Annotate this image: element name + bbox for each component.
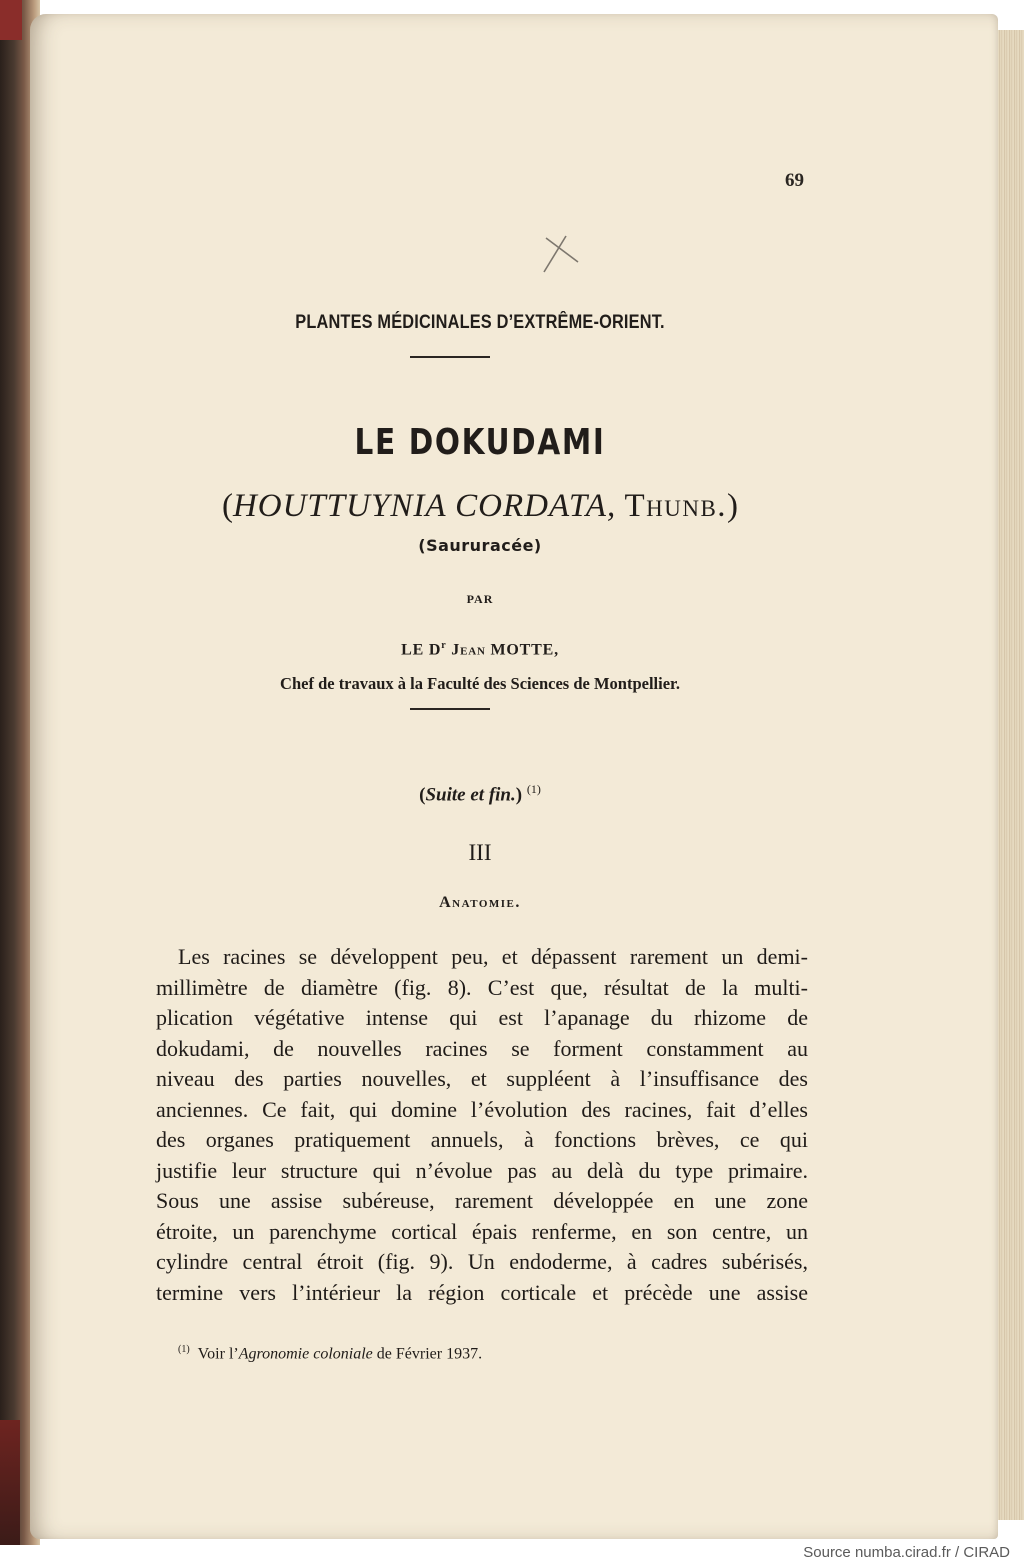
footnote-marker: (1): [178, 1344, 190, 1355]
binding-ribbon-bottom: [0, 1420, 20, 1545]
close-paren: ): [727, 488, 739, 524]
author-first-name: Jean: [451, 641, 486, 659]
by-label: PAR: [466, 592, 494, 606]
footnote-after: de Février 1937.: [372, 1345, 483, 1363]
footnote-before: Voir l’: [197, 1345, 239, 1363]
page-number: 69: [785, 170, 804, 191]
text-line: des organes pratiquement annuels, à fonctions brèves, ce qui: [156, 1127, 808, 1152]
pencil-cross-mark-icon: [540, 232, 584, 276]
continuation-note: (Suite et fin.) $^{(1)}$: [419, 782, 541, 806]
text-line: millimètre de diamètre (fig. 8). C’est que, résultat de la multi-: [156, 974, 808, 1000]
scientific-name: HOUTTUYNIA CORDATA,: [232, 488, 617, 524]
continuation-text: Suite et fin.: [425, 784, 516, 806]
botanical-authority: Thunb.: [624, 488, 728, 524]
author-last-name: MOTTE,: [490, 641, 559, 659]
section-number: III: [468, 840, 492, 865]
divider-rule-top: [410, 356, 490, 358]
text-line: termine vers l’intérieur la région corticale et précède une assise: [156, 1279, 808, 1305]
footnote-reference: (1): [526, 782, 541, 796]
text-line: justifie leur structure qui n’évolue pas au delà du type primaire.: [156, 1157, 808, 1183]
footnote: [178, 1344, 482, 1363]
text-line: plication végétative intense qui est l’apanage du rhizome de: [156, 1005, 808, 1030]
author-prefix-sup: r: [441, 640, 447, 651]
text-line: Les racines se développent peu, et dépassent rarement un demi-: [178, 944, 808, 969]
source-credit: Source numba.cirad.fr / CIRAD: [803, 1544, 1010, 1561]
divider-rule-bottom: [410, 708, 490, 710]
section-title: Anatomie.: [439, 894, 521, 911]
text-line: cylindre central étroit (fig. 9). Un endoderme, à cadres subérisés,: [156, 1249, 808, 1274]
text-line: niveau des parties nouvelles, et suppléent à l’insuffisance des: [156, 1066, 808, 1091]
body-paragraph: [156, 942, 808, 1308]
plant-family: (Saururacée): [418, 536, 542, 555]
text-line: dokudami, de nouvelles racines se forment constamment au: [156, 1035, 808, 1061]
book-page: [30, 14, 998, 1539]
footnote-journal: Agronomie coloniale: [238, 1345, 373, 1363]
text-line: Sous une assise subéreuse, rarement développée en une zone: [156, 1188, 808, 1213]
scientific-name-line: [30, 488, 930, 525]
series-title: PLANTES MÉDICINALES D’EXTRÊME-ORIENT.: [295, 312, 665, 333]
open-paren: (: [221, 488, 233, 524]
author-line: [30, 640, 930, 659]
author-prefix: LE D: [401, 641, 442, 659]
article-title: LE DOKUDAMI: [354, 422, 606, 463]
author-affiliation: Chef de travaux à la Faculté des Sciences de Montpellier.: [280, 674, 680, 693]
binding-ribbon-top: [0, 0, 22, 40]
text-line: anciennes. Ce fait, qui domine l’évolution des racines, fait d’elles: [156, 1096, 808, 1122]
text-line: étroite, un parenchyme cortical épais renferme, en son centre, un: [156, 1218, 808, 1244]
